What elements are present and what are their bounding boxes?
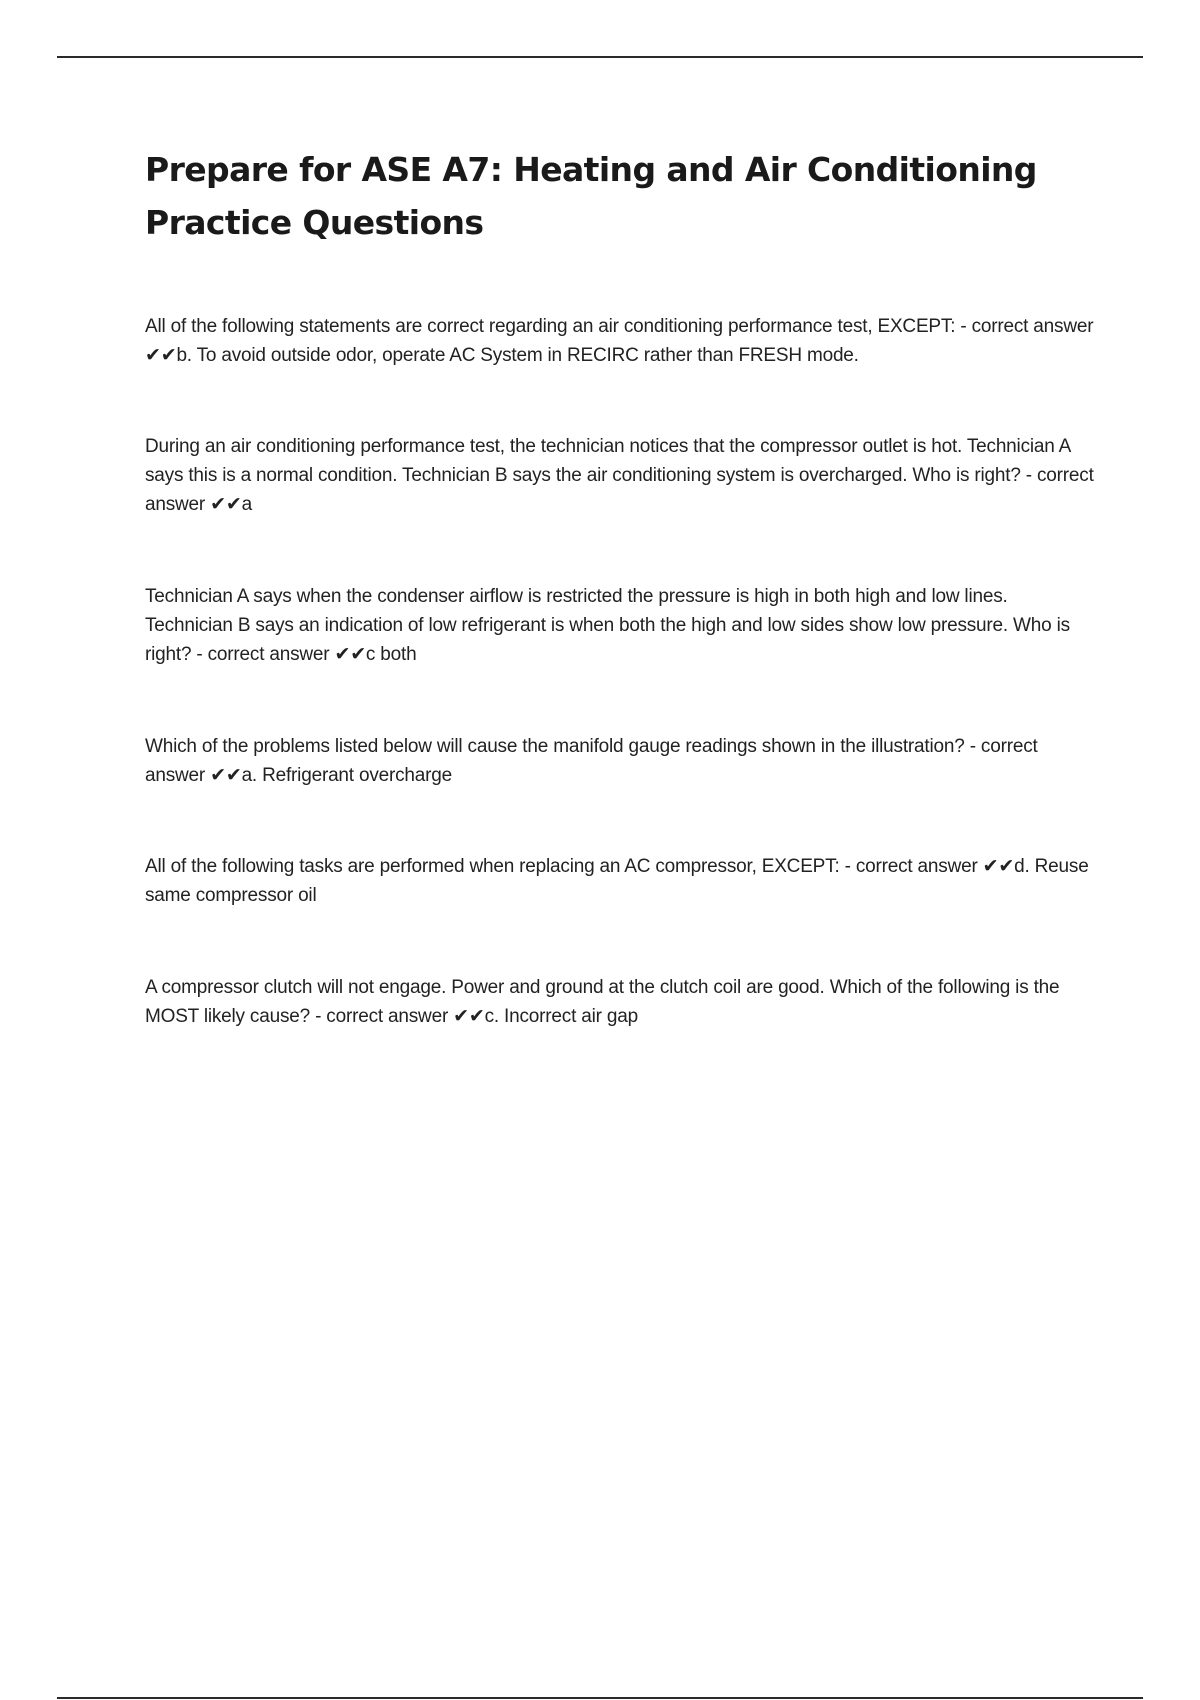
question-answer-6: A compressor clutch will not engage. Power and ground at the clutch coil are good. Which of the following is the MOST likely cause? - correct answer ✔✔c. Incorrect air gap [145, 977, 1060, 1027]
question-answer-2: During an air conditioning performance test, the technician notices that the compressor outlet is hot. Technician A says this is a normal condition. Technician B says the air conditioning system is overcharged. Who is right? - correct answer ✔✔a [145, 436, 1094, 515]
bottom-divider [57, 1697, 1143, 1699]
page-title: Prepare for ASE A7: Heating and Air Conditioning Practice Questions [145, 150, 1037, 242]
question-answer-4: Which of the problems listed below will cause the manifold gauge readings shown in the illustration? - correct answer ✔✔a. Refrigerant overcharge [145, 736, 1038, 786]
question-answer-1: All of the following statements are correct regarding an air conditioning performance test, EXCEPT: - correct answer ✔✔b. To avoid outside odor, operate AC System in RECIRC rather than FRESH mode. [145, 316, 1094, 366]
question-answer-5: All of the following tasks are performed when replacing an AC compressor, EXCEPT: - correct answer ✔✔d. Reuse same compressor oil [145, 856, 1089, 906]
question-answer-3: Technician A says when the condenser airflow is restricted the pressure is high in both high and low lines. Technician B says an indication of low refrigerant is when both the high and low sides show low pressure. Who is right? - correct answer ✔✔c both [145, 586, 1070, 665]
top-divider [57, 56, 1143, 58]
